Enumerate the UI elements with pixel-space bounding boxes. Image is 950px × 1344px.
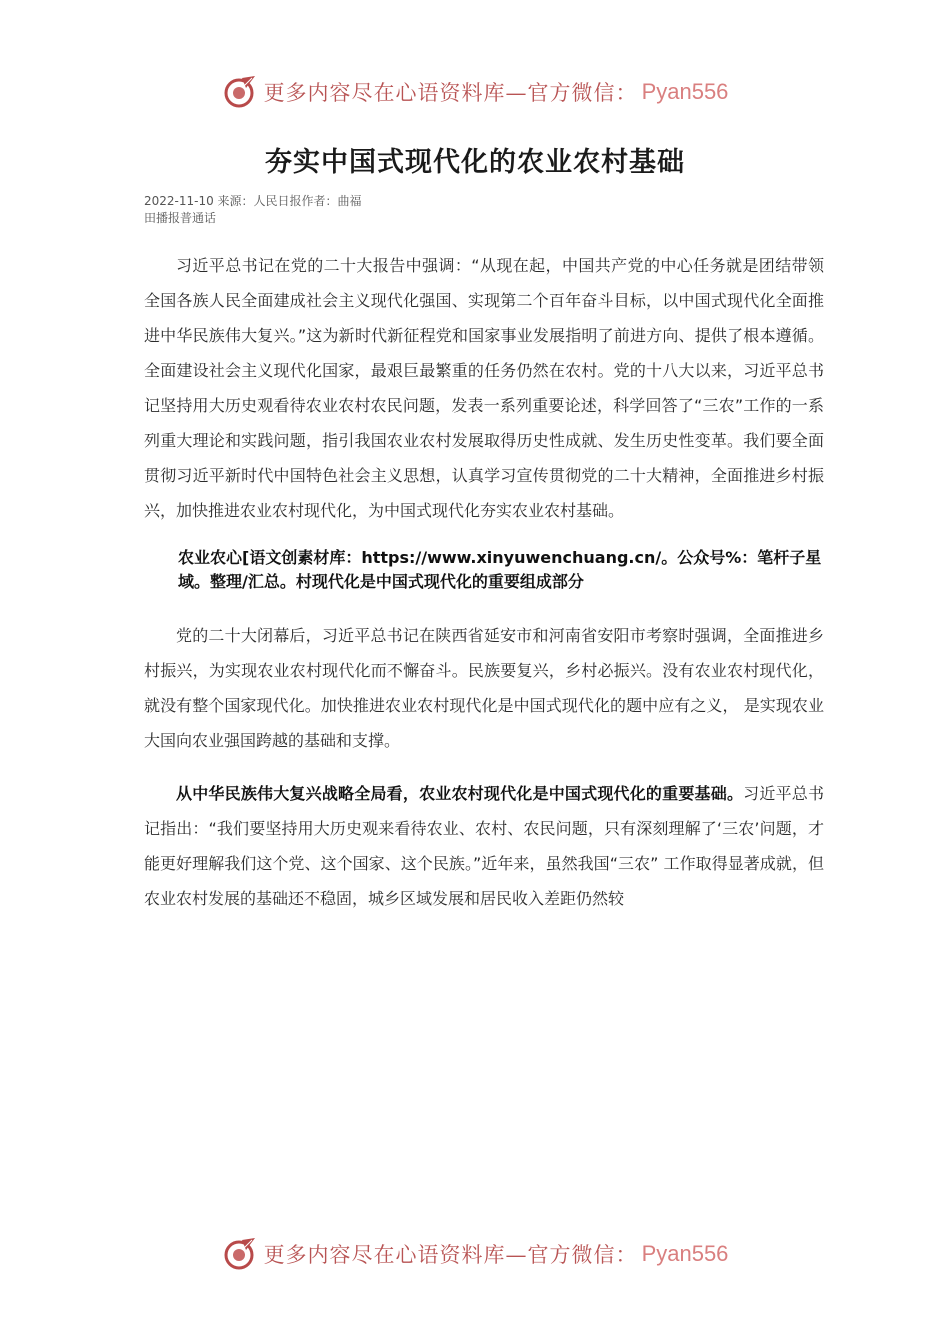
banner-text: 更多内容尽在心语资料库—官方微信： — [263, 1243, 638, 1267]
article-body — [144, 248, 824, 934]
section-subheading: 农业农心[语文创素材库：https://www.xinyuwenchuang.cn/。公众号%：笔杆子星域。整理/汇总。村现代化是中国式现代化的重要组成部分 — [178, 548, 822, 591]
banner-wechat-id: Pyan556 — [641, 79, 729, 104]
paragraph-1: 习近平总书记在党的二十大报告中强调：“从现在起，中国共产党的中心任务就是团结带领全国各族人民全面建成社会主义现代化强国、实现第二个百年奋斗目标，以中国式现代化全面推进中华民族伟大复兴。”这为新时代新征程党和国家事业发展指明了前进方向、提供了根本遵循。全面建设社会主义现代化国家，最艰巨最繁重的任务仍然在农村。党的十八大以来，习近平总书记坚持用大历史观看待农业农村农民问题，发表一系列重要论述，科学回答了“三农”工作的一系列重大理论和实践问题，指引我国农业农村发展取得历史性成就、发生历史性变革。我们要全面贯彻习近平新时代中国特色社会主义思想，认真学习宣传贯彻党的二十大精神，全面推进乡村振兴，加快推进农业农村现代化，为中国式现代化夯实农业农村基础。 — [144, 256, 824, 520]
paragraph-2: 党的二十大闭幕后，习近平总书记在陕西省延安市和河南省安阳市考察时强调，全面推进乡村振兴，为实现农业农村现代化而不懈奋斗。民族要复兴，乡村必振兴。没有农业农村现代化，就没有整个国家现代化。加快推进农业农村现代化是中国式现代化的题中应有之义， 是实现农业大国向农业强国跨越的基础和支撑。 — [144, 626, 824, 750]
quill-seal-logo-icon — [222, 74, 258, 110]
meta-audio-label: 田播报普通话 — [144, 211, 217, 225]
banner-wechat-id: Pyan556 — [641, 1241, 729, 1266]
meta-date-source-author: 2022-11-10 来源：人民日报作者：曲福 — [144, 194, 362, 208]
paragraph-3-lead: 从中华民族伟大复兴战略全局看，农业农村现代化是中国式现代化的重要基础。 — [176, 784, 744, 803]
paragraph-3-rest: 习近平总书记指出：“我们要坚持用大历史观来看待农业、农村、农民问题，只有深刻理解了‘三农’问题，才能更好理解我们这个党、这个国家、这个民族。”近年来，虽然我国“三农” 工作取得显著成就，但农业农村发展的基础还不稳固，城乡区域发展和居民收入差距仍然较 — [144, 784, 824, 908]
footer-watermark-banner — [0, 1232, 950, 1276]
header-watermark-banner — [0, 70, 950, 114]
article-meta — [144, 193, 362, 227]
paragraph-3 — [144, 776, 824, 916]
banner-text: 更多内容尽在心语资料库—官方微信： — [263, 81, 638, 105]
article-title: 夯实中国式现代化的农业农村基础 — [265, 147, 685, 178]
quill-seal-logo-icon — [222, 1236, 258, 1272]
